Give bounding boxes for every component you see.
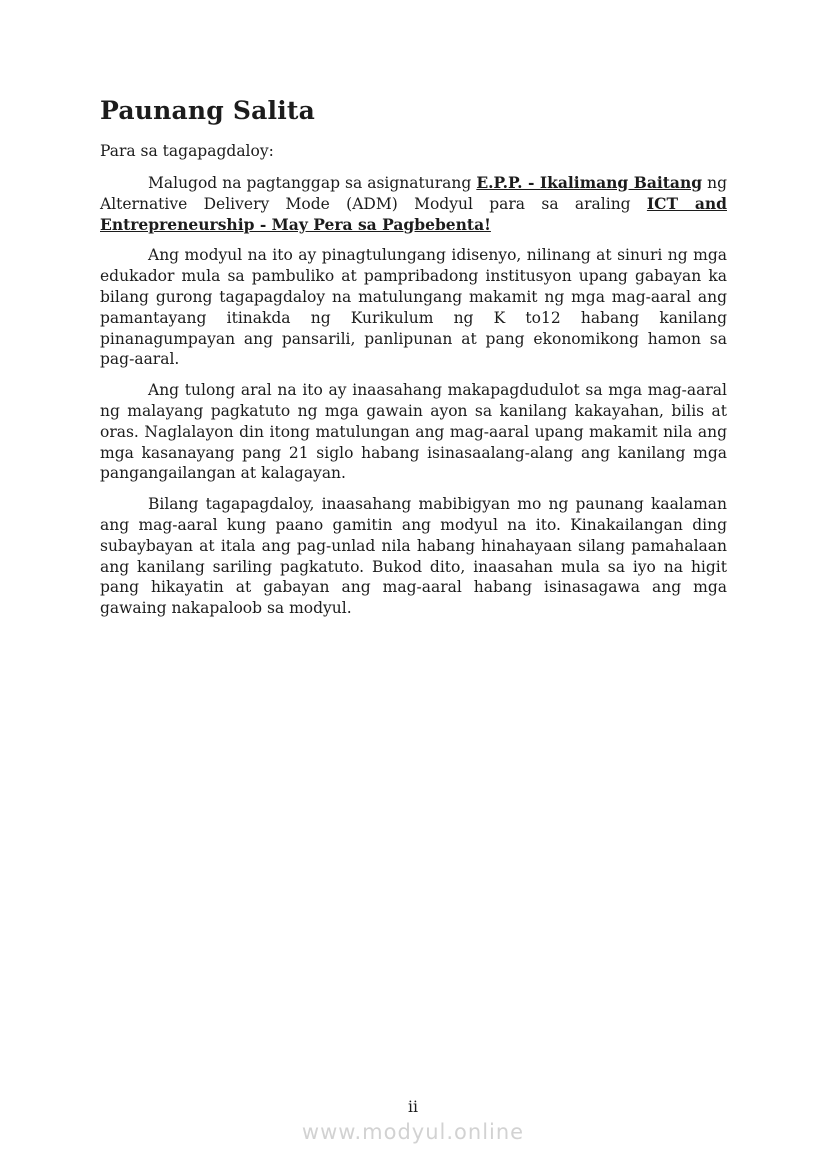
paragraph-welcome: [100, 173, 727, 235]
subject-name-emphasis: E.P.P. - Ikalimang Baitang: [476, 173, 703, 192]
salutation-line: Para sa tagapagdaloy:: [100, 142, 274, 160]
paragraph-module-design: Ang modyul na ito ay pinagtulungang idisenyo, nilinang at sinuri ng mga edukador mula sa pambuliko at pampribadong institusyon upang gabayan ka bilang gurong tagapagdaloy na matulungang makamit ng mga mag-aaral ang pamantayang itinakda ng Kurikulum ng K to12 habang kanilang pinanagumpayan ang pansarili, panlipunan at pang ekonomikong hamon sa pag-aaral.: [100, 246, 727, 369]
paragraph-welcome-text-1: Malugod na pagtanggap sa asignaturang: [148, 174, 477, 192]
site-watermark: www.modyul.online: [301, 1120, 525, 1144]
paragraph-welcome-text-2: ng Alternative Delivery Mode (ADM) Modyul para sa araling: [100, 174, 727, 213]
module-title-emphasis: ICT and Entrepreneurship - May Pera sa Pagbebenta!: [100, 193, 727, 234]
paragraph-facilitator-role: Bilang tagapagdaloy, inaasahang mabibigyan mo ng paunang kaalaman ang mag-aaral kung paano gamitin ang modyul na ito. Kinakailangan ding subaybayan at itala ang pag-unlad nila habang hinahayaan silang pamahalaan ang kanilang sariling pagkatuto. Bukod dito, inaasahan mula sa iyo na higit pang hikayatin at gabayan ang mag-aaral habang isinasagawa ang mga gawaing nakapaloob sa modyul.: [100, 495, 727, 618]
page-title: Paunang Salita: [100, 96, 316, 125]
paragraph-learning-aid: Ang tulong aral na ito ay inaasahang makapagdudulot sa mga mag-aaral ng malayang pagkatuto ng mga gawain ayon sa kanilang kakayahan, bilis at oras. Naglalayon din itong matulungan ang mag-aaral upang makamit nila ang mga kasanayang pang 21 siglo habang isinasaalang-alang ang kanilang mga pangangailangan at kalagayan.: [100, 381, 727, 483]
page-number: ii: [408, 1098, 418, 1116]
